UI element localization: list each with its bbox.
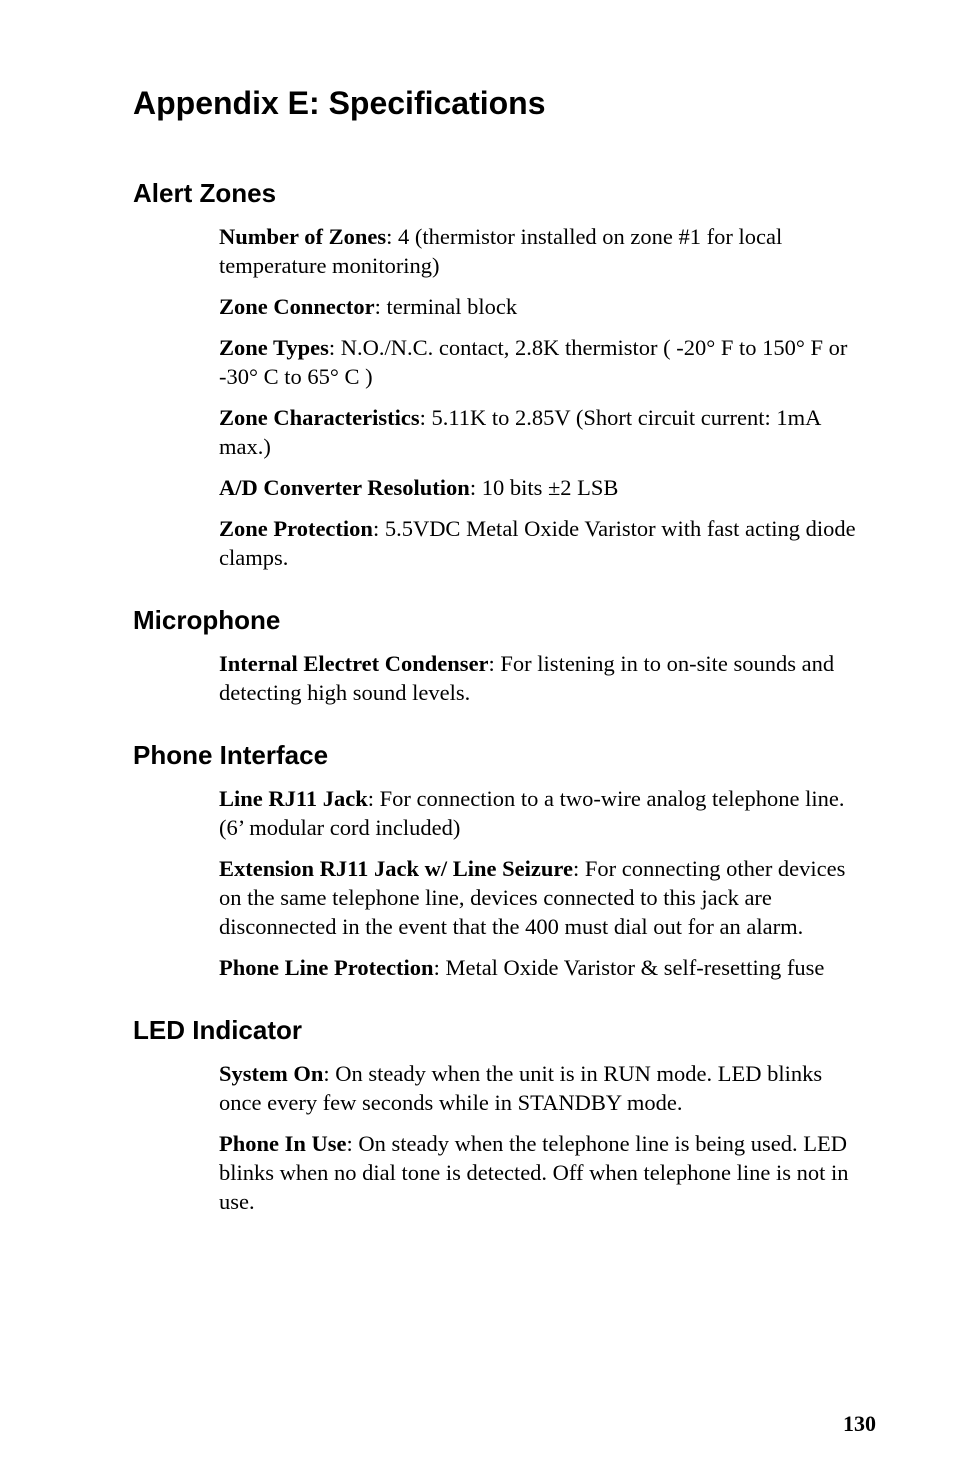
section-heading: Phone Interface — [133, 740, 329, 770]
spec-label: Phone In Use — [219, 1131, 347, 1156]
spec-label: Extension RJ11 Jack w/ Line Seizure — [219, 856, 573, 881]
spec-item — [219, 1129, 869, 1216]
section-microphone — [0, 603, 954, 707]
spec-item — [219, 333, 869, 391]
spec-label: Zone Characteristics — [219, 405, 420, 430]
spec-text: : Metal Oxide Varistor & self-resetting fuse — [433, 955, 825, 980]
section-heading: Microphone — [133, 605, 281, 635]
spec-text: : On steady when the telephone line is being used. LED blinks when no dial tone is detected. Off when telephone line is not in use. — [219, 1131, 849, 1214]
spec-text: : For connecting other devices on the same telephone line, devices connected to this jack are disconnected in the event that the 400 must dial out for an alarm. — [219, 856, 846, 939]
spec-label: System On — [219, 1061, 324, 1086]
spec-item — [219, 514, 869, 572]
spec-item — [219, 292, 869, 321]
spec-sections — [0, 176, 954, 1247]
section-phone-interface — [0, 738, 954, 982]
spec-text: : For listening in to on-site sounds and detecting high sound levels. — [219, 651, 835, 705]
spec-label: Zone Types — [219, 335, 329, 360]
section-led-indicator — [0, 1013, 954, 1216]
page-title: Appendix E: Specifications — [133, 85, 546, 121]
section-heading: LED Indicator — [133, 1015, 303, 1045]
spec-item — [219, 473, 869, 502]
spec-text: : 10 bits ±2 LSB — [469, 475, 619, 500]
spec-item — [219, 953, 869, 982]
section-alert-zones — [0, 176, 954, 572]
spec-label: Line RJ11 Jack — [219, 786, 368, 811]
spec-label: Zone Protection — [219, 516, 373, 541]
spec-item — [219, 784, 869, 842]
spec-text: : 4 (thermistor installed on zone #1 for local temperature monitoring) — [219, 224, 783, 278]
spec-label: Phone Line Protection — [219, 955, 434, 980]
spec-item — [219, 854, 869, 941]
spec-text: : N.O./N.C. contact, 2.8K thermistor ( -20° F to 150° F or -30° C to 65° C ) — [219, 335, 848, 389]
spec-text: : terminal block — [374, 294, 518, 319]
spec-label: Internal Electret Condenser — [219, 651, 489, 676]
spec-item — [219, 222, 869, 280]
spec-item — [219, 1059, 869, 1117]
spec-text: : 5.11K to 2.85V (Short circuit current: 1mA max.) — [219, 405, 821, 459]
page-number: 130 — [843, 1411, 876, 1436]
spec-text: : 5.5VDC Metal Oxide Varistor with fast acting diode clamps. — [219, 516, 856, 570]
section-heading: Alert Zones — [133, 178, 277, 208]
spec-item — [219, 403, 869, 461]
spec-item — [219, 649, 869, 707]
spec-label: Number of Zones — [219, 224, 387, 249]
spec-label: A/D Converter Resolution — [219, 475, 470, 500]
spec-text: : On steady when the unit is in RUN mode. LED blinks once every few seconds while in STANDBY mode. — [219, 1061, 823, 1115]
spec-label: Zone Connector — [219, 294, 375, 319]
spec-text: : For connection to a two-wire analog telephone line. (6’ modular cord included) — [219, 786, 845, 840]
